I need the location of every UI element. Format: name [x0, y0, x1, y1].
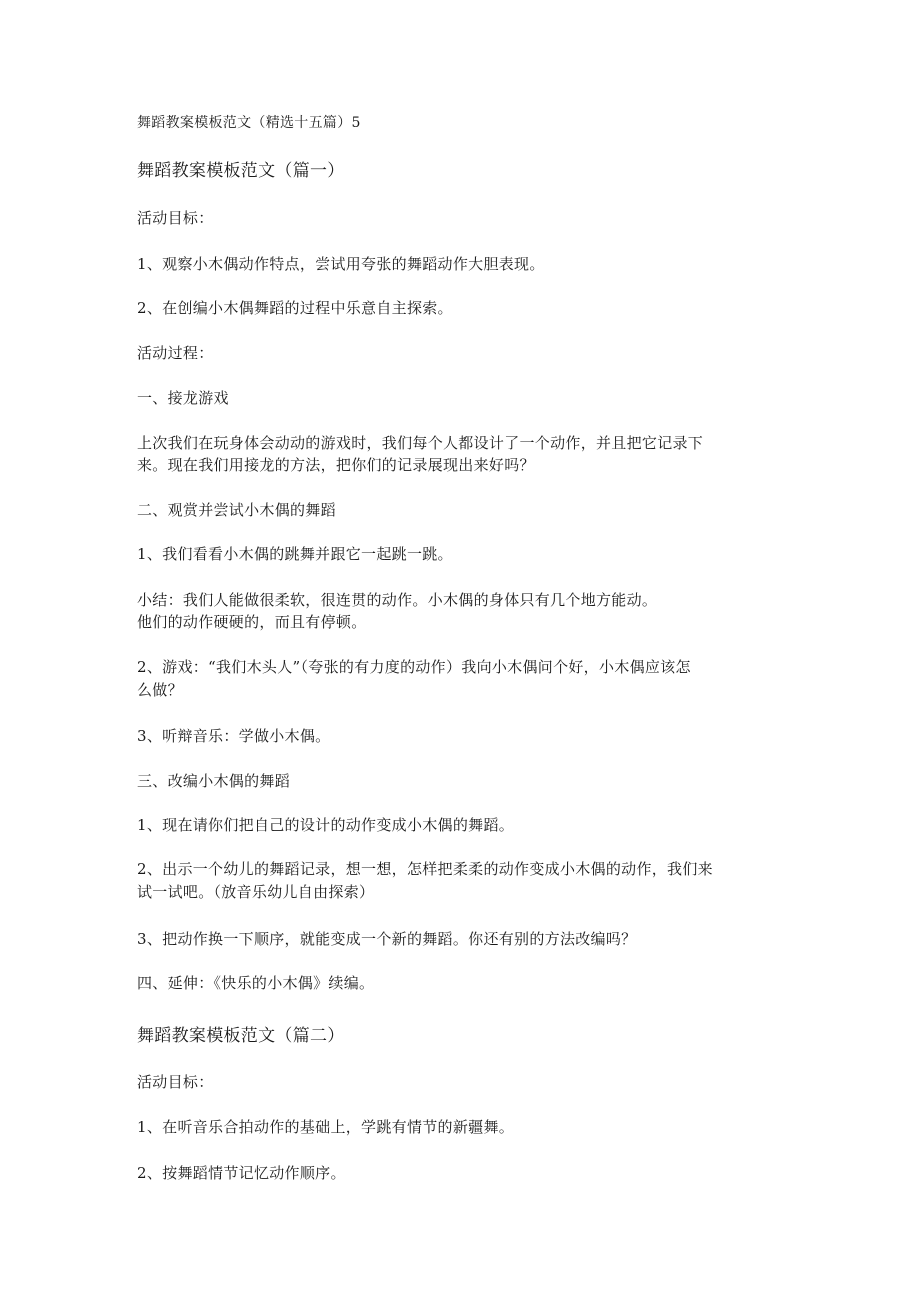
paragraph-line: 3、听辩音乐：学做小木偶。 [137, 727, 331, 745]
paragraph-line: 么做？ [137, 681, 183, 699]
paragraph-line: 四、延伸：《快乐的小木偶》续编。 [137, 974, 375, 992]
paragraph-line: 2、游戏：“我们木头人”（夸张的有力度的动作）我向小木偶问个好，小木偶应该怎 [137, 658, 691, 676]
paragraph-line: 上次我们在玩身体会动动的游戏时，我们每个人都设计了一个动作，并且把它记录下 [137, 434, 704, 452]
paragraph-line: 3、把动作换一下顺序，就能变成一个新的舞蹈。你还有别的方法改编吗？ [137, 930, 637, 948]
paragraph-line: 二、观赏并尝试小木偶的舞蹈 [137, 501, 336, 519]
section-heading-2: 舞蹈教案模板范文（篇二） [137, 1026, 345, 1046]
paragraph-line: 三、改编小木偶的舞蹈 [137, 772, 291, 790]
paragraph-line: 2、出示一个幼儿的舞蹈记录，想一想，怎样把柔柔的动作变成小木偶的动作，我们来 [137, 860, 713, 878]
paragraph-line: 2、按舞蹈情节记忆动作顺序。 [137, 1164, 346, 1182]
paragraph-line: 小结：我们人能做很柔软，很连贯的动作。小木偶的身体只有几个地方能动。 [137, 591, 658, 609]
document-title: 舞蹈教案模板范文（精选十五篇）5 [137, 115, 361, 131]
paragraph-line: 活动目标： [137, 209, 214, 227]
paragraph-line: 试一试吧。（放音乐幼儿自由探索） [137, 883, 375, 901]
paragraph-line: 他们的动作硬硬的，而且有停顿。 [137, 613, 367, 631]
paragraph-line: 活动目标： [137, 1073, 214, 1091]
paragraph-line: 1、我们看看小木偶的跳舞并跟它一起跳一跳。 [137, 545, 453, 563]
paragraph-line: 1、在听音乐合拍动作的基础上，学跳有情节的新疆舞。 [137, 1118, 515, 1136]
section-heading-1: 舞蹈教案模板范文（篇一） [137, 161, 345, 181]
paragraph-line: 2、在创编小木偶舞蹈的过程中乐意自主探索。 [137, 299, 453, 317]
paragraph-line: 一、接龙游戏 [137, 389, 229, 407]
paragraph-line: 1、观察小木偶动作特点，尝试用夸张的舞蹈动作大胆表现。 [137, 255, 545, 273]
paragraph-line: 活动过程： [137, 344, 214, 362]
paragraph-line: 1、现在请你们把自己的设计的动作变成小木偶的舞蹈。 [137, 816, 515, 834]
paragraph-line: 来。现在我们用接龙的方法，把你们的记录展现出来好吗？ [137, 456, 535, 474]
